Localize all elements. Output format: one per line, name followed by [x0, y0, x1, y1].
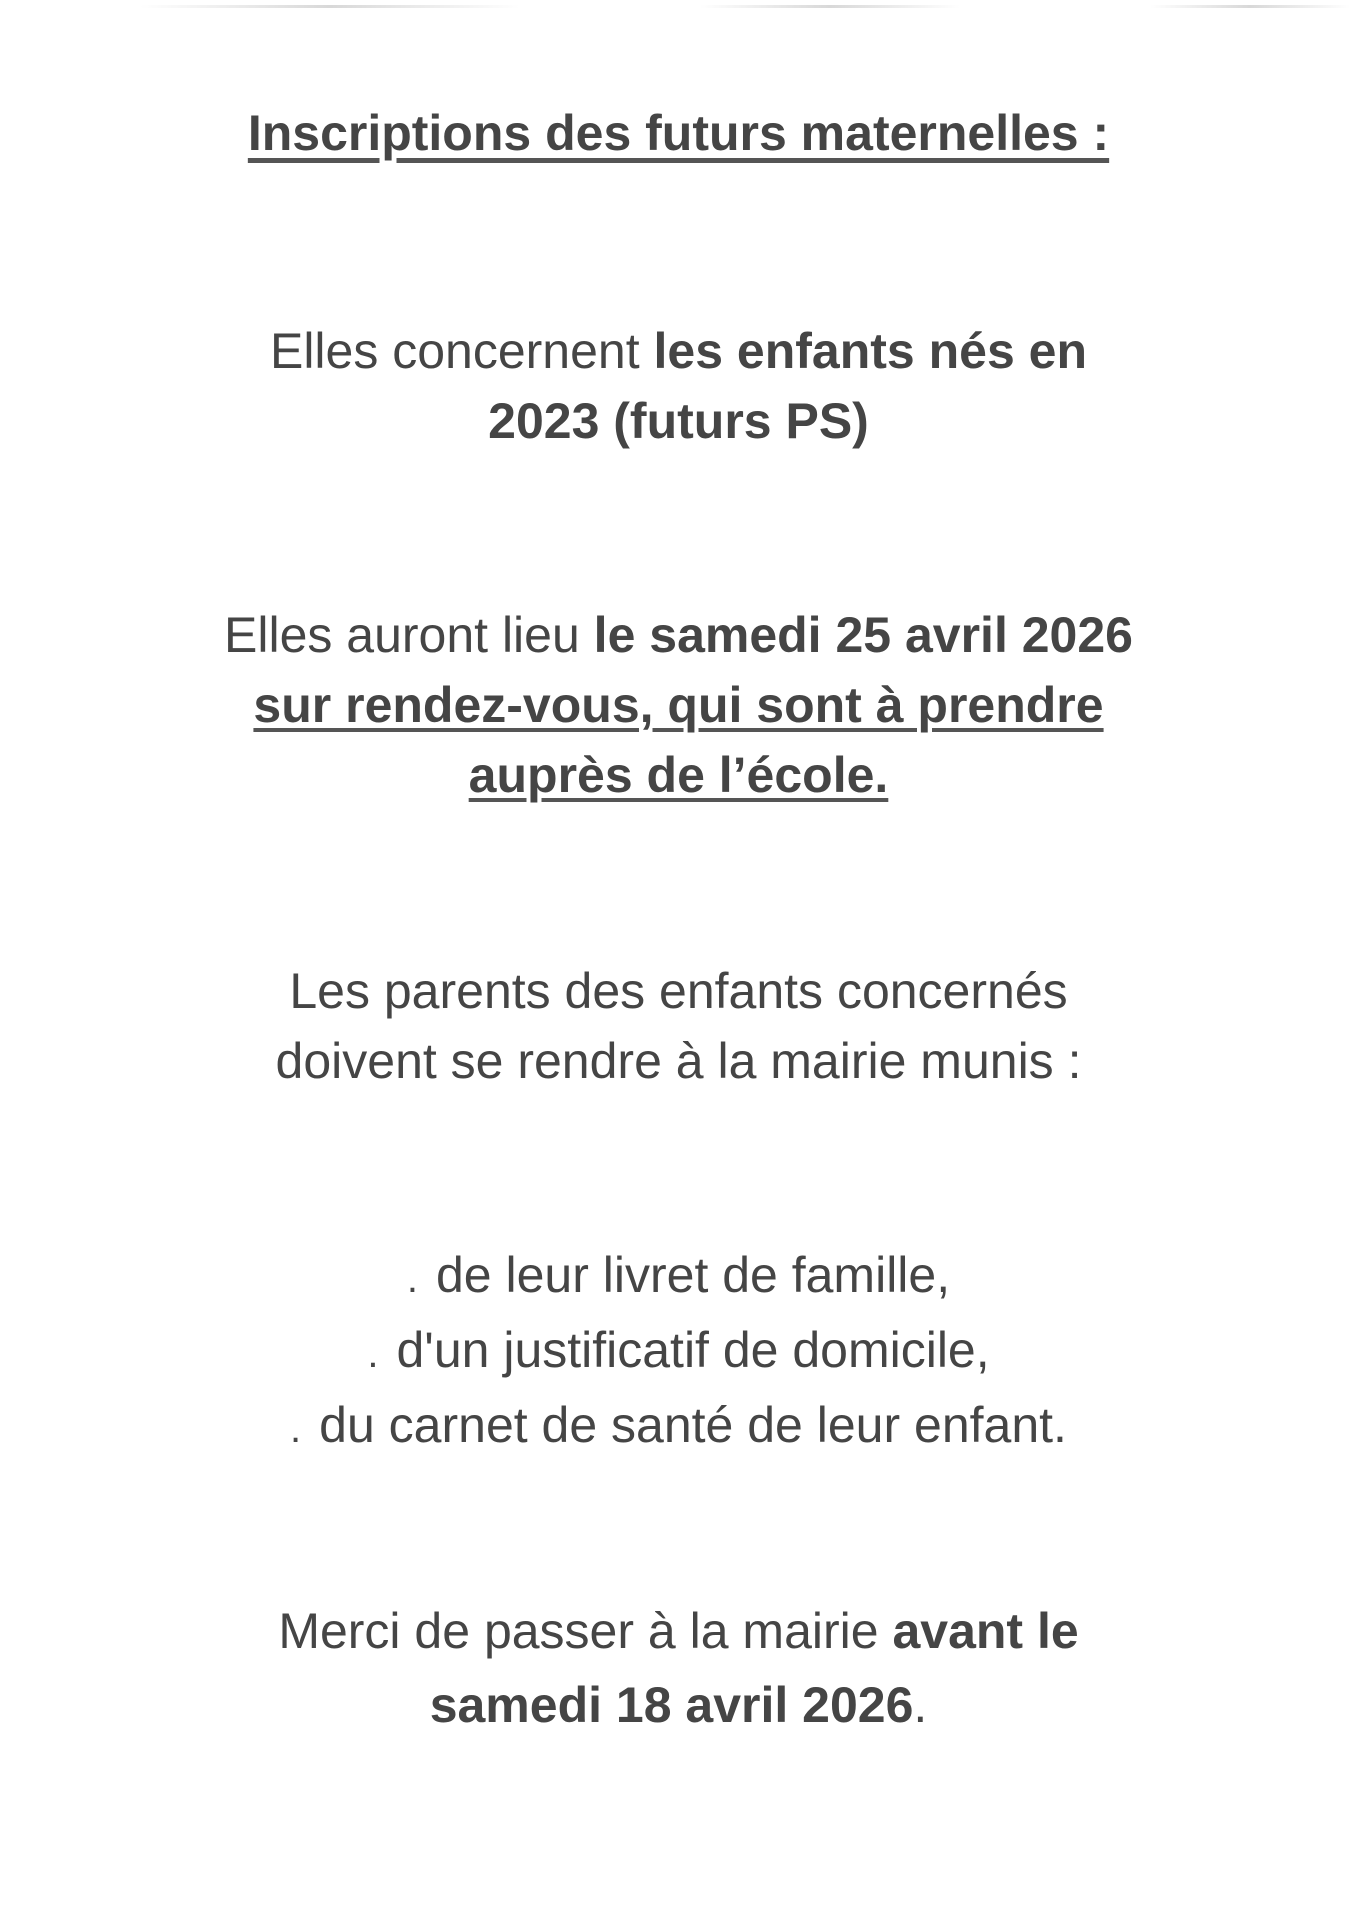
- deadline-highlight: avant le: [892, 1603, 1079, 1659]
- required-documents-list: [0, 1240, 1357, 1465]
- list-item: [0, 1315, 1357, 1390]
- deadline-line-2: [0, 1668, 1357, 1742]
- deadline-intro: Merci de passer à la mairie: [278, 1603, 893, 1659]
- list-item-text: de leur livret de famille,: [436, 1247, 951, 1303]
- eligibility-paragraph: [0, 316, 1357, 456]
- appointment-note-line-2: auprès de l’école.: [468, 747, 889, 803]
- list-item: [0, 1390, 1357, 1465]
- list-item: [0, 1240, 1357, 1315]
- scan-artifact: [1150, 5, 1350, 8]
- deadline-period: .: [913, 1677, 928, 1733]
- parents-line-1: Les parents des enfants concernés: [289, 963, 1068, 1019]
- scan-artifact: [700, 5, 960, 8]
- bullet-icon: .: [406, 1257, 418, 1301]
- deadline-date: samedi 18 avril 2026: [429, 1677, 914, 1733]
- list-item-text: d'un justificatif de domicile,: [396, 1322, 990, 1378]
- eligibility-highlight: les enfants nés en: [653, 323, 1088, 379]
- date-line-1: [0, 600, 1357, 670]
- bullet-icon: .: [290, 1407, 302, 1451]
- deadline-paragraph: [0, 1594, 1357, 1742]
- appointment-note-line-1: sur rendez-vous, qui sont à prendre: [253, 677, 1104, 733]
- eligibility-line-1: [0, 316, 1357, 386]
- notice-title-text: Inscriptions des futurs maternelles :: [247, 105, 1110, 161]
- parents-paragraph: [0, 956, 1357, 1096]
- registration-date: le samedi 25 avril 2026: [593, 607, 1133, 663]
- scan-artifact: [140, 5, 520, 8]
- notice-title: [0, 98, 1357, 168]
- date-intro: Elles auront lieu: [224, 607, 594, 663]
- parents-line-2: doivent se rendre à la mairie munis :: [275, 1033, 1082, 1089]
- bullet-icon: .: [367, 1332, 379, 1376]
- eligibility-year: 2023 (futurs PS): [488, 393, 869, 449]
- list-item-text: du carnet de santé de leur enfant.: [319, 1397, 1067, 1453]
- eligibility-intro: Elles concernent: [269, 323, 654, 379]
- deadline-line-1: [0, 1594, 1357, 1668]
- date-paragraph: [0, 600, 1357, 810]
